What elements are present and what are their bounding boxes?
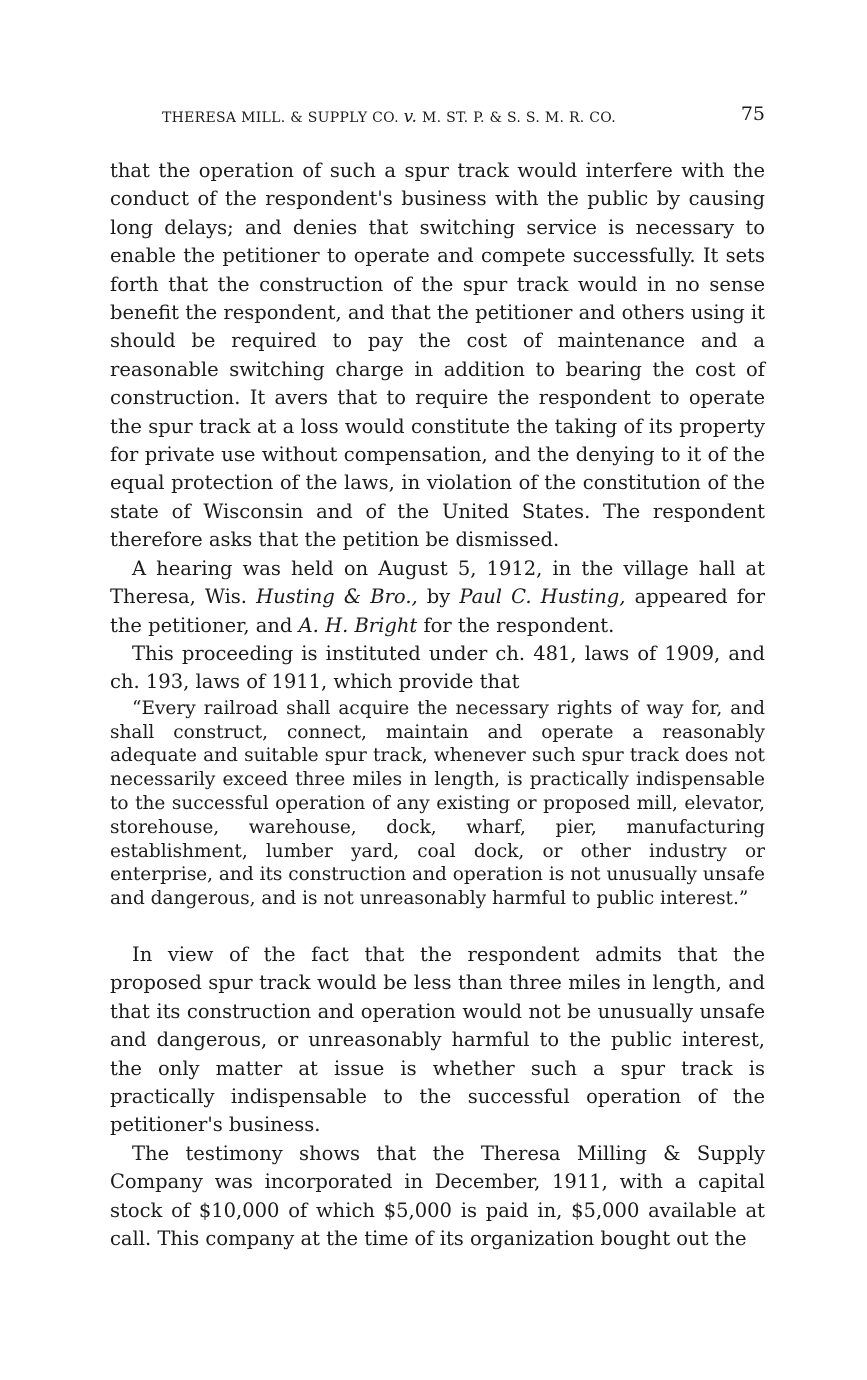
body-text [110,157,765,1253]
versus-abbrev: v. [403,107,418,127]
case-title: THERESA MILL. & SUPPLY CO. v. M. ST. P. & S. S. M. R. CO. [162,107,617,127]
running-header [110,104,765,130]
statute-quotation: “Every railroad shall acquire the necessary rights of way for, and shall construct, connect, maintain and operate a reasonably adequate and suitable spur track, whenever such spur track does not necessarily exceed three miles in length, is practically indispensable to the successful operation of any existing or proposed mill, elevator, storehouse, warehouse, dock, wharf, pier, manufacturing establishment, lumber yard, coal dock, or other industry or enterprise, and its construction and operation is not unusually unsafe and dangerous, and is not unreasonably harmful to public interest.” [110,697,765,910]
paragraph-testimony: The testimony shows that the Theresa Milling & Supply Company was incorporated in December, 1911, with a capital stock of $10,000 of which $5,000 is paid in, $5,000 available at call. This company at the time of its organization bought out the [110,1141,765,1250]
paragraph-hearing: A hearing was held on August 5, 1912, in the village hall at Theresa, Wis. Husting & Bro., by Paul C. Husting, appeared for the petitioner, and A. H. Bright for the respondent. [110,556,766,637]
paragraph-statute: This proceeding is instituted under ch. 481, laws of 1909, and ch. 193, laws of 1911, which provide that [110,641,765,694]
petitioner-counsel-firm: Husting & Bro., [256,585,418,609]
petitioner-attorney: Paul C. Husting, [459,585,626,609]
page-number: 75 [740,103,765,125]
respondent-attorney: A. H. Bright [298,613,418,637]
section-gap [110,911,765,941]
paragraph-issue: In view of the fact that the respondent admits that the proposed spur track would be less than three miles in length, and that its construction and operation would not be unusually unsafe and dangerous, or unreasonably harmful to the public interest, the only matter at issue is whether such a spur track is practically indispensable to the successful operation of the petitioner's business. [110,942,765,1137]
paragraph-respondent-answer: that the operation of such a spur track would interfere with the conduct of the respondent's business with the public by causing long delays; and denies that switching service is necessary to enable the petitioner to operate and compete successfully. It sets forth that the construction of the spur track would in no sense benefit the respondent, and that the petitioner and others using it should be required to pay the cost of maintenance and a reasonable switching charge in addition to bearing the cost of construction. It avers that to require the respondent to operate the spur track at a loss would constitute the taking of its property for private use without compensation, and the denying to it of the equal protection of the laws, in violation of the constitution of the state of Wisconsin and of the United States. The respondent therefore asks that the petition be dismissed. [110,159,765,552]
